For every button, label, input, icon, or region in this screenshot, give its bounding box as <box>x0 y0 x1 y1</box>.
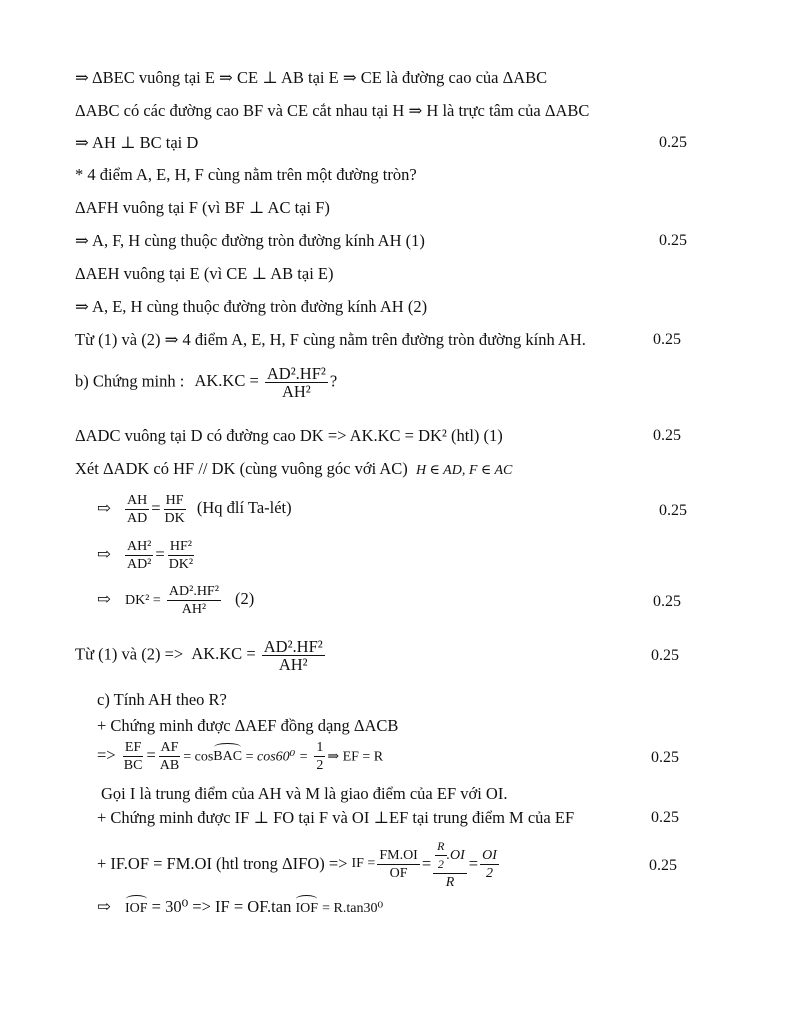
text-line: ⇒ AH ⊥ BC tại D <box>75 133 199 152</box>
denominator: AH² <box>181 602 207 617</box>
math-lhs: AK.KC = <box>194 371 259 391</box>
denominator: OF <box>389 865 408 881</box>
text-line: ΔABC có các đường cao BF và CE cắt nhau tại H ⇒ H là trực tâm của ΔABC <box>75 101 590 120</box>
fraction <box>314 739 325 774</box>
oi-factor: .OI <box>446 847 465 863</box>
tan-equation: = 30⁰ => IF = OF.tan <box>151 897 292 916</box>
part-b-statement <box>75 365 337 400</box>
text-line: ⇒ A, F, H cùng thuộc đường tròn đường kính AH (1) <box>75 231 425 250</box>
numerator: FM.OI <box>379 847 418 863</box>
denominator: 2 <box>316 758 324 773</box>
text-line: ΔAEH vuông tại E (vì CE ⊥ AB tại E) <box>75 264 334 283</box>
denominator: AB <box>159 758 180 773</box>
part-c-title: c) Tính AH theo R? <box>97 690 227 709</box>
denominator: R <box>445 874 455 890</box>
text-line: ΔADC vuông tại D có đường cao DK => AK.KC = DK² (htl) (1) <box>75 426 503 445</box>
arrow-icon: ⇨ <box>97 589 111 609</box>
arrow-icon: ⇨ <box>97 498 111 518</box>
numerator: 1 <box>316 740 324 755</box>
denominator: AH² <box>281 382 311 401</box>
fraction <box>262 638 325 673</box>
step-1: ⇨ $\frac{AH}{AD}$ = $\frac{HF}{DK}$ (Hq đlí Ta-lét) <box>97 493 292 526</box>
score: 0.25 <box>653 593 681 610</box>
denominator: 2 <box>437 856 444 871</box>
text-line: Gọi I là trung điểm của AH và M là giao điểm của EF với OI. <box>101 784 508 803</box>
text-line: * 4 điểm A, E, H, F cùng nằm trên một đường tròn? <box>75 165 417 184</box>
angle-bac: BAC <box>213 747 242 767</box>
numerator: R <box>435 838 446 856</box>
part-c-tan-line <box>97 897 383 919</box>
question-mark: ? <box>329 371 338 391</box>
numerator: AH <box>126 493 148 508</box>
part-c-if-line: + IF.OF = FM.OI (htl trong ΔIFO) => IF = $\frac{FM.OI}{OF}$ = $\frac{R}{2}$ .OI R = $\frac{OI}{2}$ <box>97 838 497 890</box>
score: 0.25 <box>659 134 687 151</box>
adk-condition: H ∈ AD, F ∈ AC <box>415 463 513 478</box>
text-line: ΔAFH vuông tại F (vì BF ⊥ AC tại F) <box>75 198 330 217</box>
fraction <box>167 538 195 573</box>
adk-text: Xét ΔADK có HF // DK (cùng vuông góc với AC) <box>75 459 408 478</box>
denominator: AD <box>126 511 148 526</box>
score: 0.25 <box>649 857 677 874</box>
score: 0.25 <box>651 647 679 664</box>
complex-fraction <box>433 838 467 891</box>
fraction <box>122 739 145 774</box>
part-c-cos-line: => $\frac{EF}{BC}$ = $\frac{AF}{AB}$ = cosBAC = cos60⁰ = $\frac{1}{2}$ ⇒ EF = R <box>97 740 384 773</box>
math-lhs: IF = <box>351 856 376 871</box>
step-note: (Hq đlí Ta-lét) <box>196 498 292 518</box>
fraction <box>167 583 221 618</box>
htl-text: + IF.OF = FM.OI (htl trong ΔIFO) => <box>97 854 348 873</box>
score: 0.25 <box>651 809 679 826</box>
numerator: HF² <box>169 539 192 554</box>
text-line: ⇒ A, E, H cùng thuộc đường tròn đường kính AH (2) <box>75 297 428 316</box>
denominator: DK <box>164 511 185 526</box>
math-lhs: AK.KC = <box>191 644 256 664</box>
text-line: Từ (1) và (2) ⇒ 4 điểm A, E, H, F cùng nằm trên đường tròn đường kính AH. <box>75 330 586 349</box>
text-line: ⇒ ΔBEC vuông tại E ⇒ CE ⊥ AB tại E ⇒ CE là đường cao của ΔABC <box>75 68 548 87</box>
result: ⇒ EF = R <box>327 749 384 765</box>
part-b-prefix: b) Chứng minh : <box>75 371 185 391</box>
denominator: DK² <box>168 557 194 572</box>
arrow-icon: ⇨ <box>97 897 111 916</box>
score: 0.25 <box>659 232 687 249</box>
numerator: AH² <box>126 539 152 554</box>
numerator: AD².HF² <box>263 637 323 656</box>
fraction <box>377 847 420 882</box>
numerator <box>433 838 467 874</box>
step-note: (2) <box>235 589 255 609</box>
step-3 <box>97 583 254 618</box>
score: 0.25 <box>653 331 681 348</box>
fraction <box>125 492 149 527</box>
text-line: + Chứng minh được IF ⊥ FO tại F và OI ⊥EF tại trung điểm M của EF <box>97 808 575 827</box>
score: 0.25 <box>651 749 679 766</box>
tan-result: = R.tan30⁰ <box>322 901 384 916</box>
numerator: EF <box>124 740 142 755</box>
angle-iof: IOF <box>295 899 318 919</box>
numerator: AD².HF² <box>168 584 219 599</box>
numerator: HF <box>165 493 184 508</box>
text-line: + Chứng minh được ΔAEF đồng dạng ΔACB <box>97 716 399 735</box>
fraction <box>435 838 446 873</box>
arrow-icon: ⇨ <box>97 544 111 564</box>
cos-label: cos <box>194 749 214 765</box>
denominator: BC <box>123 758 143 773</box>
score: 0.25 <box>659 502 687 519</box>
conclusion-prefix: Từ (1) và (2) => <box>75 644 184 664</box>
numerator: AD².HF² <box>266 364 326 383</box>
denominator: AD² <box>126 557 152 572</box>
numerator: OI <box>482 847 497 863</box>
part-b-conclusion <box>75 638 327 673</box>
fraction <box>163 492 187 527</box>
text-line <box>75 459 512 481</box>
fraction <box>265 365 328 400</box>
fraction <box>158 739 181 774</box>
denominator: 2 <box>485 865 493 881</box>
math-lhs: DK² = <box>124 593 161 609</box>
score: 0.25 <box>653 427 681 444</box>
implies-arrow: => <box>97 745 116 765</box>
cos60: cos60⁰ = <box>256 749 309 765</box>
angle-iof: IOF <box>125 899 148 919</box>
fraction <box>480 847 499 882</box>
numerator: AF <box>160 740 179 755</box>
fraction <box>125 538 153 573</box>
step-2: ⇨ $\frac{\text{AH²}}{\text{AD²}}$ = $\frac{\text{HF²}}{\text{DK²}}$ <box>97 539 194 572</box>
denominator: AH² <box>278 655 308 674</box>
